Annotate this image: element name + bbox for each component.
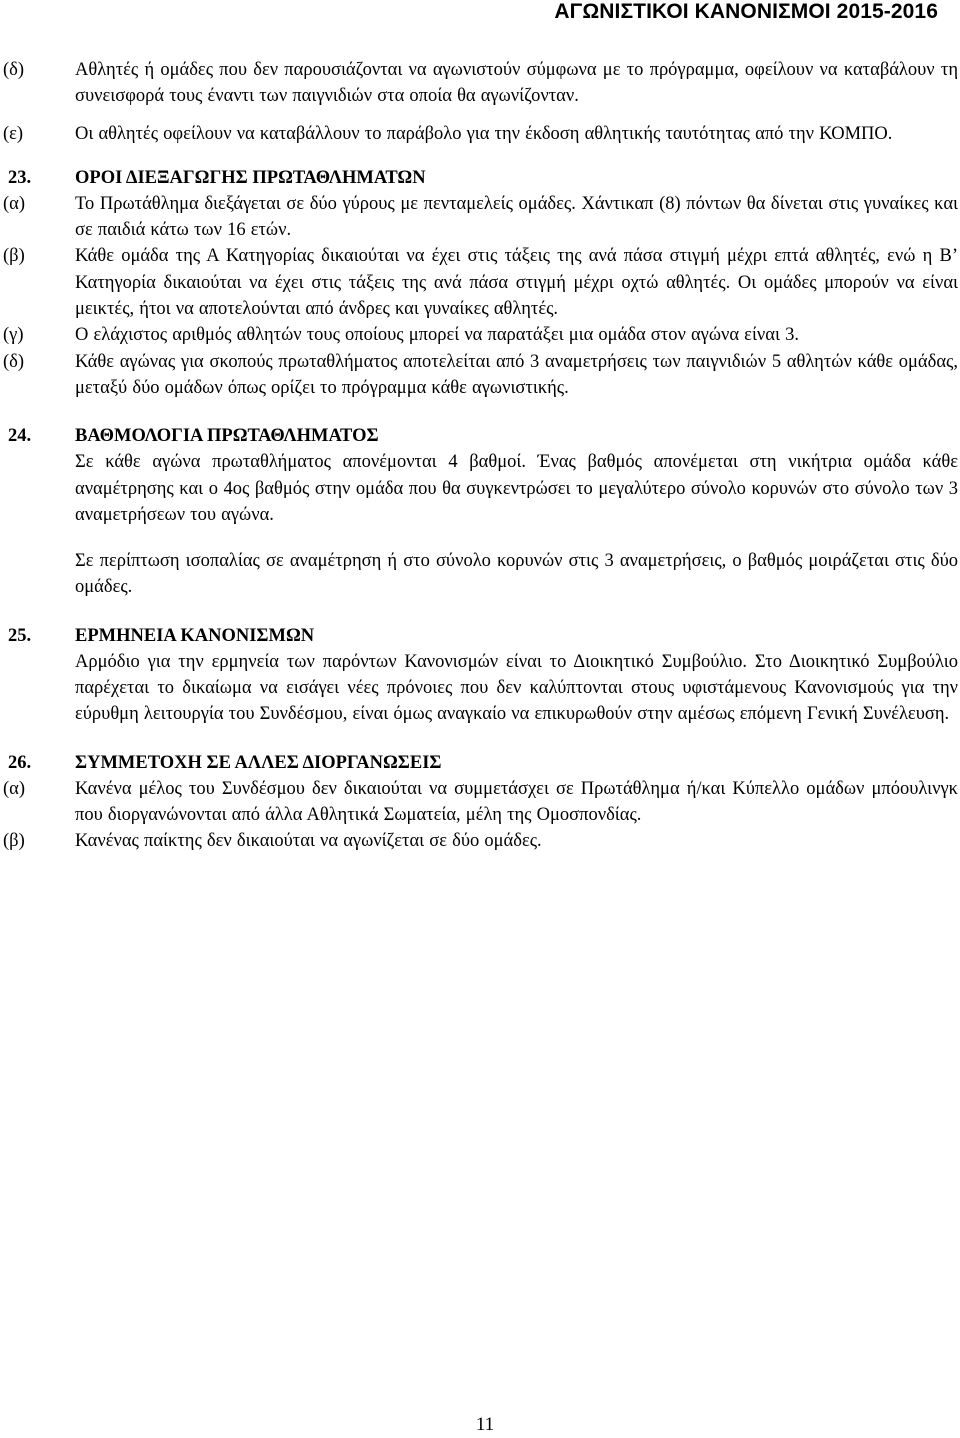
- item-label: (ε): [3, 123, 24, 144]
- section-number: 23.: [8, 167, 32, 188]
- paragraph-text: Σε περίπτωση ισοπαλίας σε αναμέτρηση ή στο σύνολο κορυνών στις 3 αναμετρήσεις, ο βαθμός μοιράζεται στις δύο ομάδες.: [75, 551, 958, 598]
- list-item: [0, 121, 960, 147]
- section-title: ΟΡΟΙ ΔΙΕΞΑΓΩΓΗΣ ΠΡΩΤΑΘΛΗΜΑΤΩΝ: [75, 167, 426, 188]
- item-text: Κάθε αγώνας για σκοπούς πρωταθλήματος αποτελείται από 3 αναμετρήσεις των παιγνιδιών 5 αθλητών κάθε ομάδας, μεταξύ δύο ομάδων όπως ορίζει το πρόγραμμα κάθε αγωνιστικής.: [75, 351, 958, 398]
- list-item: [0, 776, 960, 829]
- paragraph-text: Αρμόδιο για την ερμηνεία των παρόντων Κανονισμών είναι το Διοικητικό Συμβούλιο. Στο Διοικητικό Συμβούλιο παρέχεται το δικαίωμα να εισάγει νέες πρόνοιες που δεν καλύπτονται στους υφιστάμενους Κανονισμούς για την εύρυθμη λειτουργία του Συνδέσμου, είναι όμως αναγκαίο να επικυρωθούν στην αμέσως επόμενη Γενική Συνέλευση.: [75, 651, 958, 725]
- running-header: ΑΓΩΝΙΣΤΙΚΟΙ ΚΑΝΟΝΙΣΜΟΙ 2015-2016: [554, 0, 938, 23]
- list-item: [0, 828, 960, 854]
- list-item: [0, 243, 960, 322]
- item-text: Κανένας παίκτης δεν δικαιούται να αγωνίζεται σε δύο ομάδες.: [75, 831, 542, 852]
- section-number: 26.: [8, 752, 32, 773]
- list-item: [0, 349, 960, 402]
- page-number: 11: [475, 1414, 495, 1435]
- section-title: ΕΡΜΗΝΕΙΑ ΚΑΝΟΝΙΣΜΩΝ: [75, 625, 315, 646]
- item-text: Το Πρωτάθλημα διεξάγεται σε δύο γύρους με πενταμελείς ομάδες. Χάντικαπ (8) πόντων θα δίνεται στις γυναίκες και σε παιδιά κάτω των 16 ετών.: [75, 193, 958, 241]
- list-item: [0, 191, 960, 244]
- section-title: ΣΥΜΜΕΤΟΧΗ ΣΕ ΑΛΛΕΣ ΔΙΟΡΓΑΝΩΣΕΙΣ: [75, 752, 442, 773]
- section-heading: [0, 423, 960, 449]
- section-heading: [0, 623, 960, 649]
- paragraph: [0, 649, 960, 728]
- item-label: (δ): [3, 60, 25, 80]
- section-heading: [0, 165, 960, 191]
- item-label: (α): [3, 778, 26, 799]
- section-number: 25.: [8, 625, 32, 646]
- item-text: Ο ελάχιστος αριθμός αθλητών τους οποίους μπορεί να παρατάξει μια ομάδα στον αγώνα είναι 3.: [75, 325, 799, 346]
- paragraph: [0, 449, 960, 528]
- item-text: Κανένα μέλος του Συνδέσμου δεν δικαιούται να συμμετάσχει σε Πρωτάθλημα ή/και Κύπελλο ομάδων μπόουλινγκ που διοργανώνονται από άλλα Αθλητικά Σωματεία, μέλη της Ομοσπονδίας.: [75, 778, 958, 825]
- section-number: 24.: [8, 426, 32, 447]
- item-label: (β): [3, 246, 25, 267]
- paragraph: [0, 548, 960, 601]
- paragraph-text: Σε κάθε αγώνα πρωταθλήματος απονέμονται 4 βαθμοί. Ένας βαθμός απονέμεται στη νικήτρια ομάδα κάθε αναμέτρησης και ο 4ος βαθμός στην ομάδα που θα συγκεντρώσει το μεγαλύτερο σύνολο κορυνών στο σύνολο των 3 αναμετρήσεων του αγώνα.: [75, 452, 958, 525]
- list-item: [0, 57, 960, 110]
- section-heading: [0, 750, 960, 776]
- item-label: (α): [3, 193, 26, 214]
- item-label: (β): [3, 831, 25, 852]
- item-text: Οι αθλητές οφείλουν να καταβάλλουν το παράβολο για την έκδοση αθλητικής ταυτότητας από την ΚΟΜΠΟ.: [75, 123, 893, 144]
- item-text: Αθλητές ή ομάδες που δεν παρουσιάζονται να αγωνιστούν σύμφωνα με το πρόγραμμα, οφείλουν να καταβάλουν τη συνεισφορά τους έναντι των παιγνιδιών στα οποία θα αγωνίζονταν.: [75, 60, 958, 107]
- document-body: [0, 57, 960, 855]
- list-item: [0, 322, 960, 348]
- section-title: ΒΑΘΜΟΛΟΓΙΑ ΠΡΩΤΑΘΛΗΜΑΤΟΣ: [75, 426, 379, 447]
- item-text: Κάθε ομάδα της Α Κατηγορίας δικαιούται να έχει στις τάξεις της ανά πάσα στιγμή μέχρι επτά αθλητές, ενώ η Β’ Κατηγορία δικαιούται να έχει στις τάξεις της ανά πάσα στιγμή μέχρι οχτώ αθλητές. Οι ομάδες μπορούν να είναι μεικτές, ήτοι να αποτελούνται από άνδρες και γυναίκες αθλητές.: [75, 246, 958, 320]
- item-label: (γ): [3, 325, 24, 346]
- item-label: (δ): [3, 351, 25, 372]
